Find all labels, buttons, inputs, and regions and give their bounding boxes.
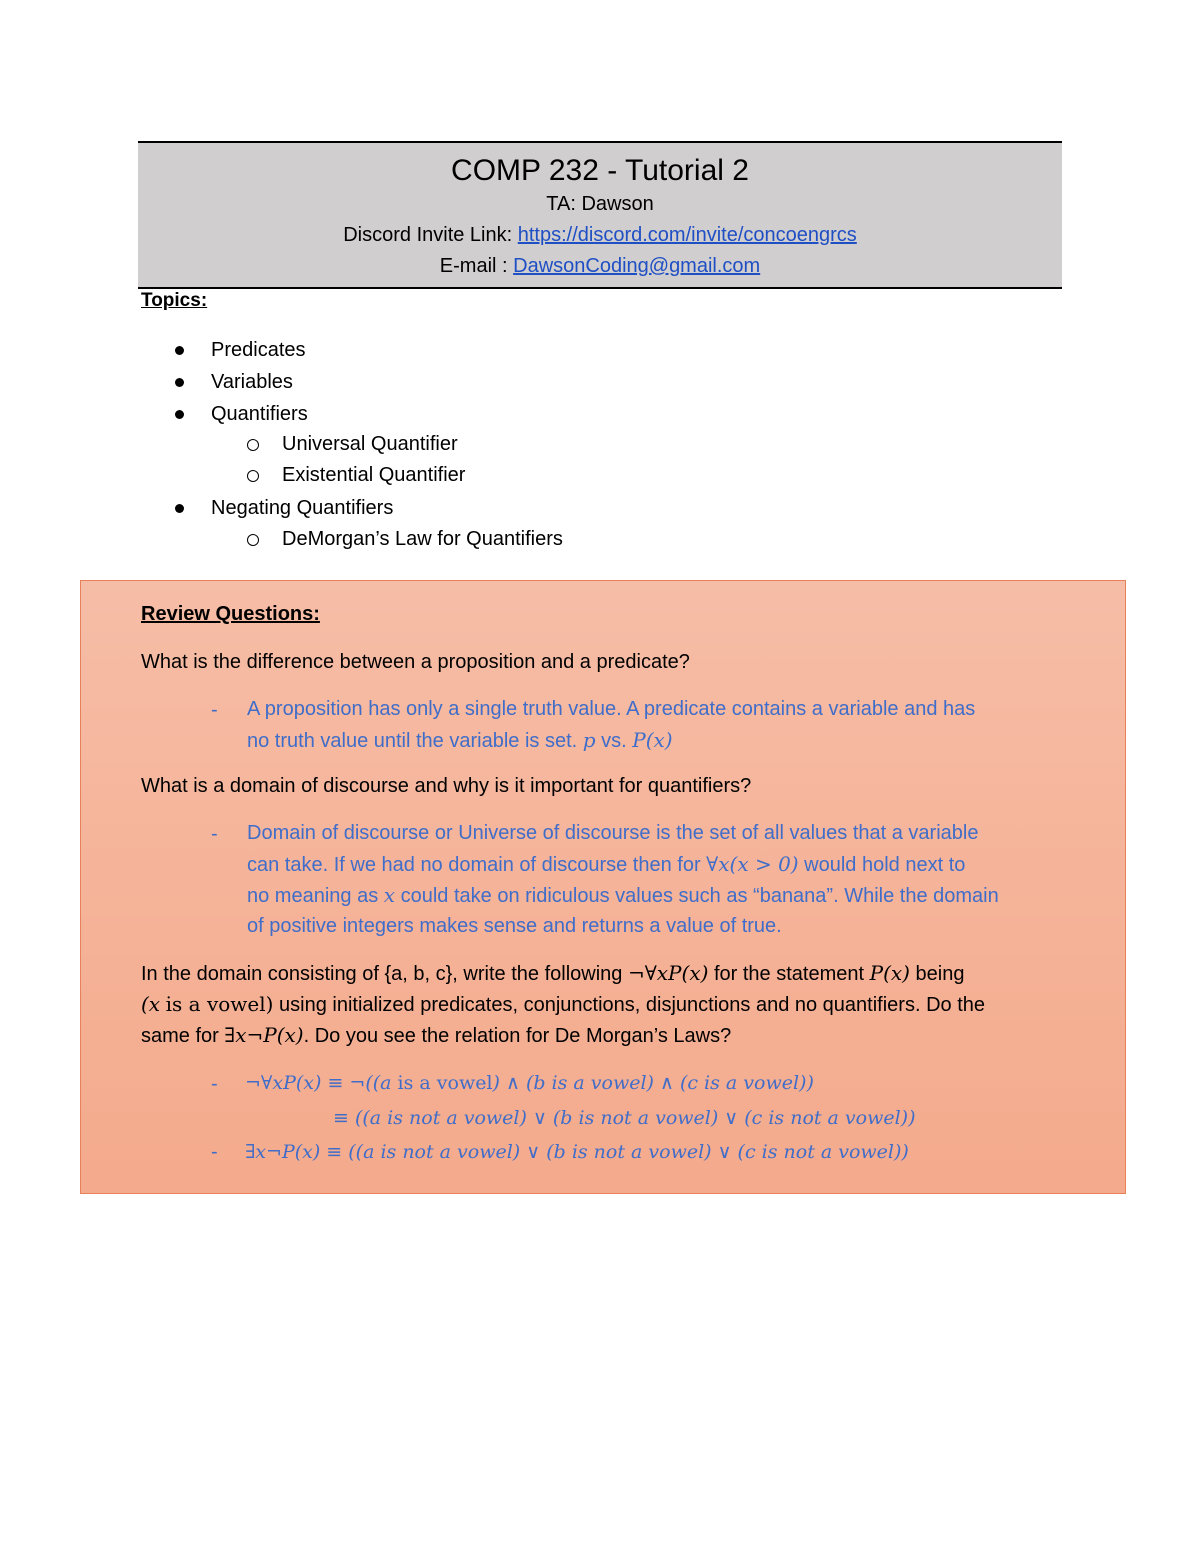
circle-bullet-icon bbox=[247, 534, 259, 546]
math-px: P(x) bbox=[869, 961, 910, 985]
ta-line: TA: Dawson bbox=[546, 193, 654, 215]
discord-line bbox=[138, 220, 1062, 251]
math-x: (x bbox=[141, 992, 161, 1016]
answer-1-line-2 bbox=[247, 725, 673, 757]
question-3-line-2 bbox=[141, 989, 985, 1021]
answer-3-math: is a vowel bbox=[397, 1072, 493, 1094]
math-p: p bbox=[582, 728, 596, 752]
answer-1-text: no truth value until the variable is set. bbox=[247, 730, 578, 752]
answer-3-math: ¬∀xP(x) ≡ ¬((a bbox=[245, 1072, 392, 1094]
math-forall: ∀x(x > 0) bbox=[706, 852, 799, 876]
answer-2-line-2 bbox=[247, 849, 965, 881]
circle-bullet-icon bbox=[247, 470, 259, 482]
answer-dash: - bbox=[211, 1141, 218, 1163]
email-line bbox=[138, 251, 1062, 282]
topic-item: Negating Quantifiers bbox=[211, 497, 394, 519]
question-3-line-1 bbox=[141, 958, 964, 990]
question-3-text: same for bbox=[141, 1025, 219, 1047]
subtopic-item: Universal Quantifier bbox=[282, 433, 458, 455]
answer-2-line-4: of positive integers makes sense and returns a value of true. bbox=[247, 915, 782, 937]
answer-3-line-1 bbox=[245, 1068, 814, 1099]
email-link[interactable]: DawsonCoding@gmail.com bbox=[513, 255, 761, 277]
topics-heading: Topics: bbox=[141, 290, 208, 311]
question-2: What is a domain of discourse and why is it important for quantifiers? bbox=[141, 775, 752, 797]
answer-3-math: ) ∧ (b is a vowel) ∧ (c is a vowel)) bbox=[492, 1072, 814, 1094]
header-box bbox=[138, 141, 1062, 289]
subtopic-item: DeMorgan’s Law for Quantifiers bbox=[282, 528, 563, 550]
answer-dash: - bbox=[211, 823, 218, 845]
answer-2-line-1: Domain of discourse or Universe of discourse is the set of all values that a variable bbox=[247, 822, 979, 844]
bullet-icon bbox=[175, 504, 184, 513]
question-3-text: using initialized predicates, conjunctions, disjunctions and no quantifiers. Do the bbox=[279, 994, 985, 1016]
math-not-forall: ¬∀xP(x) bbox=[627, 961, 709, 985]
math-px: P(x) bbox=[632, 728, 673, 752]
vs-text: vs. bbox=[601, 730, 627, 752]
question-3-text: . Do you see the relation for De Morgan’s Laws? bbox=[303, 1025, 732, 1047]
discord-label: Discord Invite Link: bbox=[343, 224, 518, 246]
bullet-icon bbox=[175, 346, 184, 355]
question-3-line-3 bbox=[141, 1020, 731, 1052]
question-3-text: being bbox=[915, 963, 965, 985]
topic-item: Variables bbox=[211, 371, 293, 393]
circle-bullet-icon bbox=[247, 439, 259, 451]
question-1: What is the difference between a proposition and a predicate? bbox=[141, 651, 690, 673]
answer-1-line-1: A proposition has only a single truth value. A predicate contains a variable and has bbox=[247, 698, 976, 720]
math-exists-not: ∃x¬P(x) bbox=[224, 1023, 304, 1047]
answer-2-text: would hold next to bbox=[804, 854, 966, 876]
answer-dash: - bbox=[211, 699, 218, 721]
bullet-icon bbox=[175, 410, 184, 419]
answer-2-text: can take. If we had no domain of discourse then for bbox=[247, 854, 701, 876]
answer-2-line-3 bbox=[247, 880, 999, 912]
answer-dash: - bbox=[211, 1073, 218, 1095]
email-label: E-mail : bbox=[439, 255, 514, 277]
subtopic-item: Existential Quantifier bbox=[282, 464, 466, 486]
answer-3-line-3: ∃x¬P(x) ≡ ((a is not a vowel) ∨ (b is not a vowel) ∨ (c is not a vowel)) bbox=[245, 1141, 909, 1163]
topic-item: Quantifiers bbox=[211, 403, 308, 425]
answer-2-text: could take on ridiculous values such as “banana”. While the domain bbox=[400, 885, 999, 907]
math-x: x bbox=[383, 883, 396, 907]
answer-2-text: no meaning as bbox=[247, 885, 379, 907]
question-3-text: In the domain consisting of {a, b, c}, write the following bbox=[141, 963, 623, 985]
answer-3-line-2: ≡ ((a is not a vowel) ∨ (b is not a vowel) ∨ (c is not a vowel)) bbox=[333, 1107, 916, 1129]
discord-link[interactable]: https://discord.com/invite/concoengrcs bbox=[517, 224, 857, 246]
page-title: COMP 232 - Tutorial 2 bbox=[451, 154, 749, 187]
question-3-text: for the statement bbox=[713, 963, 865, 985]
review-heading: Review Questions: bbox=[141, 603, 320, 625]
topic-item: Predicates bbox=[211, 339, 306, 361]
bullet-icon bbox=[175, 378, 184, 387]
math-vowel: is a vowel) bbox=[165, 992, 274, 1016]
